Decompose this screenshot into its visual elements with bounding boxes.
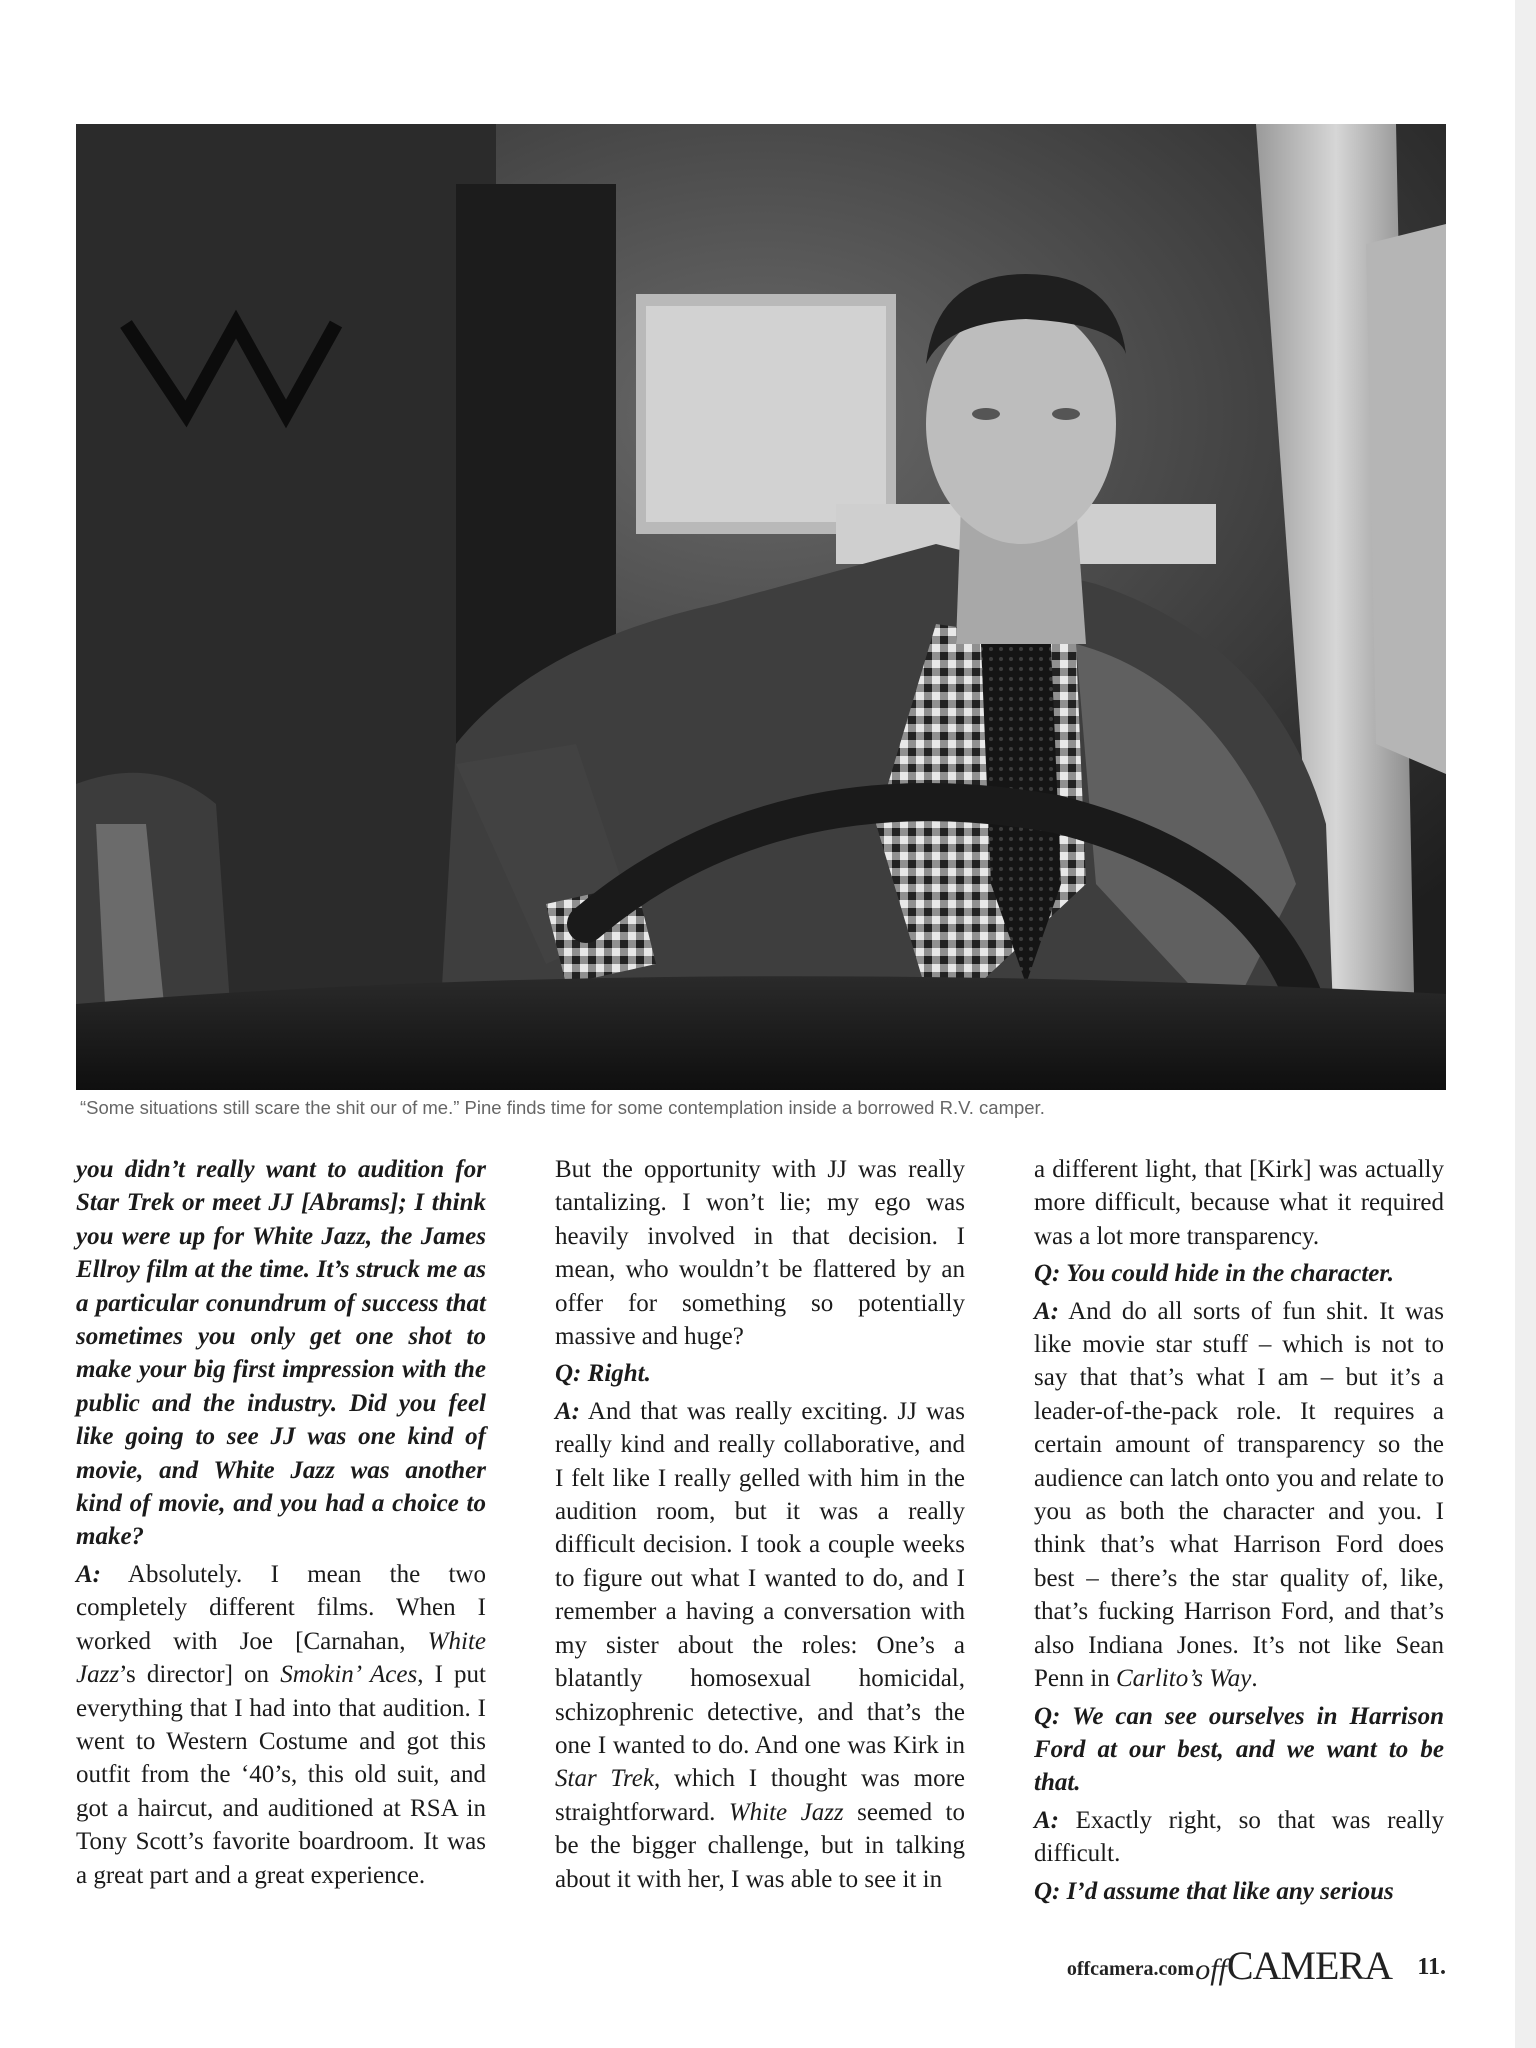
magazine-logo: [1195, 1942, 1392, 1989]
answer-label: A:: [1034, 1297, 1059, 1325]
question-text: you didn’t really want to audition for Star Trek or meet JJ [Abrams]; I think you were up for White Jazz, the James Ellroy film at the time. It’s struck me as a particular conundrum of success that sometimes you only get one shot to make your big first impression with the public and the industry. Did you feel like going to see JJ was one kind of movie, and White Jazz was another kind of movie, and you had a choice to make?: [76, 1156, 486, 1551]
answer-text: And that was really exciting. JJ was really kind and really collaborative, and I felt like I really gelled with him in the audition room, but it was a really difficult decision. I took a couple weeks to figure out what I wanted to do, and I remember a having a conversation with my sister about the roles: One’s a blatantly homosexual homicidal, schizophrenic detective, and that’s the one I wanted to do. And one was Kirk in: [555, 1397, 965, 1759]
answer-paragraph: [1034, 1804, 1444, 1871]
answer-paragraph: [1034, 1295, 1444, 1696]
logo-camera: CAMERA: [1226, 1943, 1392, 1988]
answer-text: Exactly right, so that was really difficult.: [1034, 1806, 1444, 1868]
film-title: Star Trek: [555, 1765, 654, 1793]
answer-text: .: [1251, 1665, 1258, 1693]
question-text: I’d assume that like any serious: [1060, 1877, 1394, 1905]
answer-label: A:: [1034, 1806, 1059, 1834]
page-footer: [1000, 1944, 1446, 1994]
question-paragraph: [1034, 1700, 1444, 1800]
answer-paragraph: [555, 1395, 965, 1896]
answer-text: seemed to be the bigger challenge, but in talking about it with her, I was able to see it in: [555, 1798, 965, 1893]
answer-continuation: a different light, that [Kirk] was actually more difficult, because what it required was a lot more transparency.: [1034, 1156, 1444, 1250]
photo-caption: “Some situations still scare the shit our of me.” Pine finds time for some contemplation inside a borrowed R.V. camper.: [80, 1097, 1045, 1118]
answer-text: , which I thought was more straightforward.: [555, 1765, 965, 1826]
film-title: Carlito’s Way: [1115, 1665, 1252, 1693]
question-label: Q:: [1034, 1260, 1061, 1288]
website-url: offcamera.com: [1066, 1958, 1194, 1980]
answer-text: Absolutely. I mean the two completely different films. When I worked with Joe [Carnahan,: [76, 1560, 486, 1655]
page-number: 11.: [1417, 1954, 1446, 1980]
page-edge: [1515, 0, 1536, 2048]
question-paragraph: [1034, 1257, 1444, 1290]
answer-paragraph: [76, 1558, 486, 1892]
text-column-3: [1034, 1153, 1444, 1903]
answer-label: A:: [555, 1397, 580, 1425]
film-title: Smokin’ Aces: [280, 1661, 418, 1689]
question-paragraph: [1034, 1875, 1444, 1908]
feature-photo: [76, 124, 1446, 1090]
film-title: White Jazz: [76, 1627, 486, 1689]
answer-continuation: But the opportunity with JJ was really tantalizing. I won’t lie; my ego was heavily involved in that decision. I mean, who wouldn’t be flattered by an offer for something so potentially massive and huge?: [555, 1156, 965, 1351]
question-label: Q:: [1034, 1702, 1061, 1730]
question-text: We can see ourselves in Harrison Ford at our best, and we want to be that.: [1034, 1702, 1444, 1797]
answer-text: And do all sorts of fun shit. It was like movie star stuff – which is not to say that that’s what I am – but it’s a leader-of-the-pack role. It requires a certain amount of transparency so the audience can latch onto you and relate to you as both the character and you. I think that’s what Harrison Ford does best – there’s the star quality of, like, that’s fucking Harrison Ford, and that’s also Indiana Jones. It’s not like Sean Penn in: [1034, 1297, 1444, 1693]
question-text: You could hide in the character.: [1060, 1260, 1394, 1288]
question-paragraph: [555, 1357, 965, 1390]
answer-label: A:: [76, 1560, 101, 1588]
answer-text: ’s director] on: [119, 1661, 281, 1689]
film-title: White Jazz: [728, 1798, 844, 1826]
question-text: Right.: [581, 1360, 651, 1388]
photo-illustration: [76, 124, 1446, 1090]
text-column-2: [555, 1153, 965, 1903]
question-label: Q:: [555, 1360, 582, 1388]
answer-text: , I put everything that I had into that audition. I went to Western Costume and got this outfit from the ‘40’s, this old suit, and got a haircut, and auditioned at RSA in Tony Scott’s favorite boardroom. It was a great part and a great experience.: [76, 1661, 486, 1889]
text-column-1: [76, 1153, 486, 1903]
question-label: Q:: [1034, 1877, 1061, 1905]
logo-off: off: [1195, 1953, 1227, 1986]
